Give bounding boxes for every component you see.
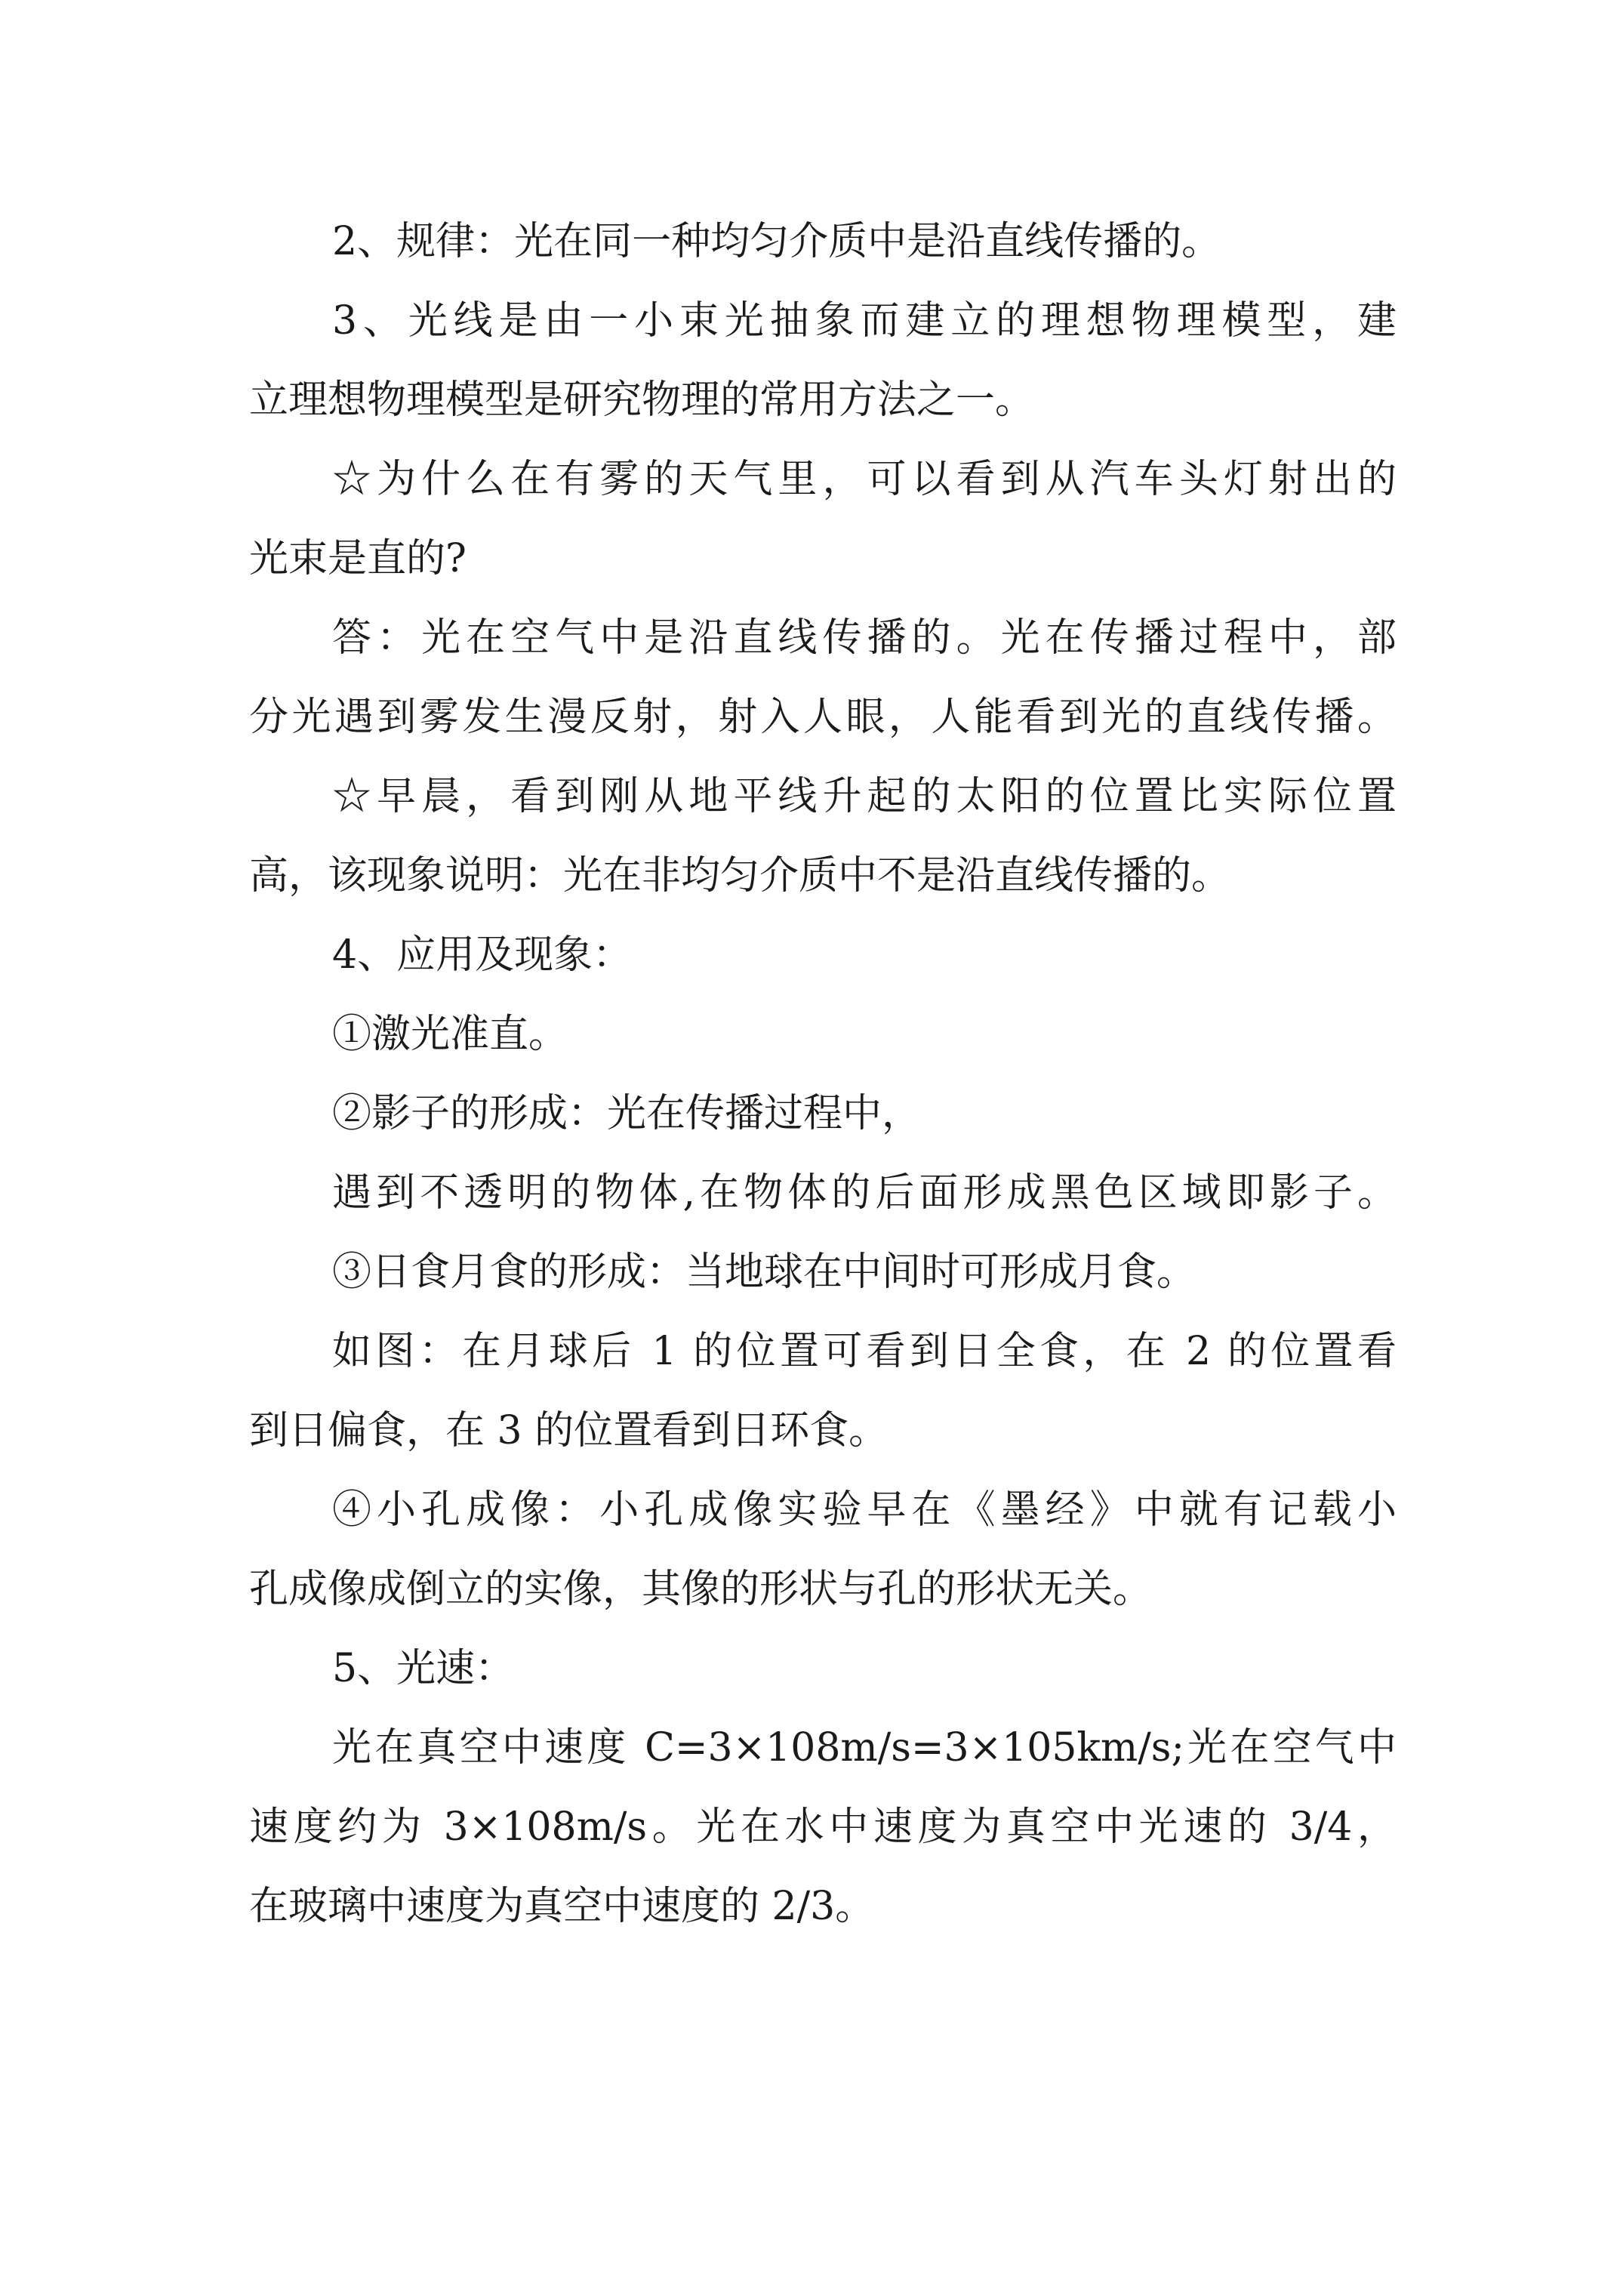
text-line: 孔成像成倒立的实像，其像的形状与孔的形状无关。 bbox=[249, 1567, 1153, 1612]
text-line: 遇到不透明的物体,在物体的后面形成黑色区域即影子。 bbox=[332, 1170, 1397, 1216]
text-line: 立理想物理模型是研究物理的常用方法之一。 bbox=[249, 378, 1035, 423]
text-line: 到日偏食，在 3 的位置看到日环食。 bbox=[249, 1408, 888, 1453]
text-line: 分光遇到雾发生漫反射，射入人眼，人能看到光的直线传播。 bbox=[249, 695, 1397, 740]
text-line: ②影子的形成：光在传播过程中， bbox=[332, 1091, 922, 1136]
text-line: ①激光准直。 bbox=[332, 1012, 568, 1057]
text-line: ④小孔成像：小孔成像实验早在《墨经》中就有记载小 bbox=[332, 1487, 1397, 1533]
text-line: 高，该现象说明：光在非均匀介质中不是沿直线传播的。 bbox=[249, 853, 1231, 898]
text-line: 速度约为 3×108m/s。光在水中速度为真空中光速的 3/4， bbox=[249, 1804, 1397, 1850]
text-line: 在玻璃中速度为真空中速度的 2/3。 bbox=[249, 1884, 875, 1929]
text-line: 答：光在空气中是沿直线传播的。光在传播过程中，部 bbox=[332, 615, 1397, 661]
text-line: 3、光线是由一小束光抽象而建立的理想物理模型，建 bbox=[332, 298, 1397, 344]
text-line: 4、应用及现象： bbox=[332, 932, 633, 978]
text-line: ☆为什么在有雾的天气里，可以看到从汽车头灯射出的 bbox=[332, 457, 1397, 502]
text-line: 光束是直的? bbox=[249, 536, 467, 581]
text-line: ☆早晨，看到刚从地平线升起的太阳的位置比实际位置 bbox=[332, 774, 1397, 819]
text-line: ③日食月食的形成：当地球在中间时可形成月食。 bbox=[332, 1250, 1196, 1295]
text-line: 光在真空中速度 C=3×108m/s=3×105km/s;光在空气中 bbox=[332, 1725, 1397, 1771]
text-line: 如图：在月球后 1 的位置可看到日全食，在 2 的位置看 bbox=[332, 1329, 1397, 1374]
text-line: 5、光速： bbox=[332, 1646, 515, 1691]
text-line: 2、规律：光在同一种均匀介质中是沿直线传播的。 bbox=[332, 219, 1221, 264]
